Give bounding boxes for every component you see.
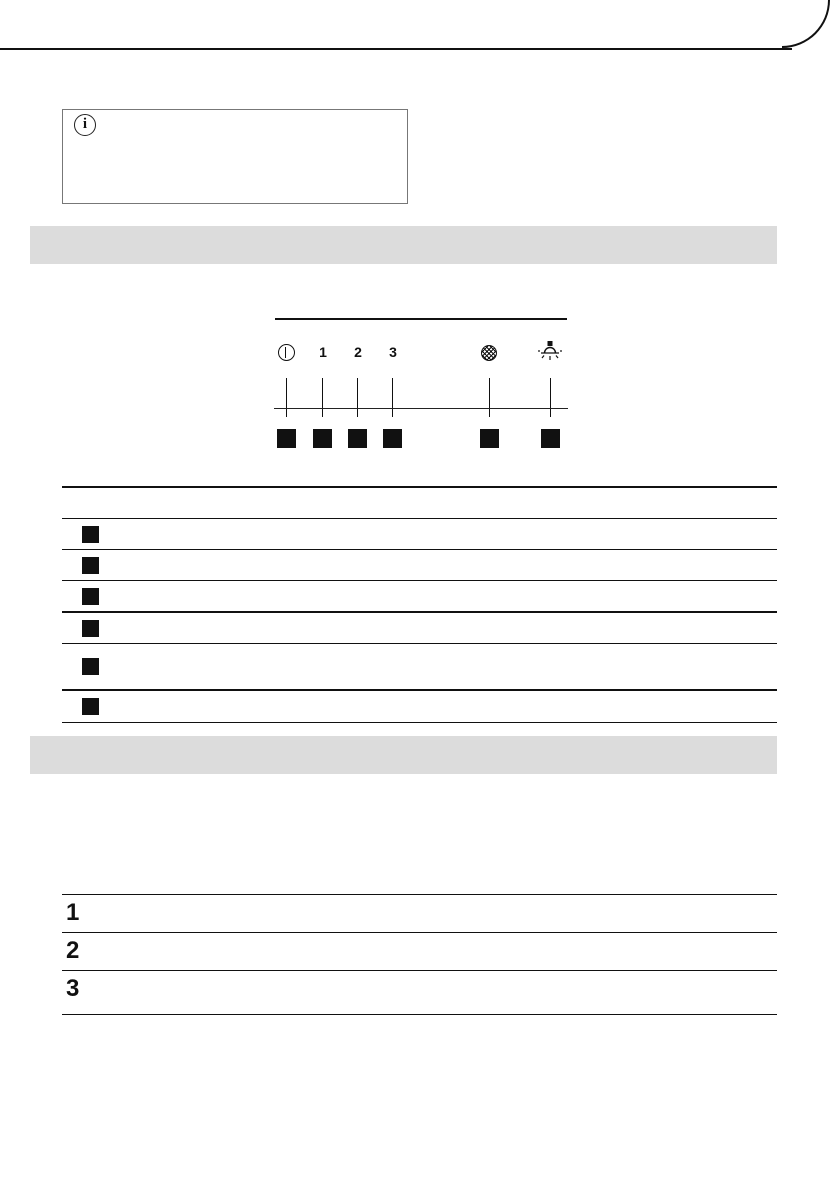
reference-marker xyxy=(313,429,332,448)
table-row xyxy=(62,644,777,691)
panel-label-speed-3: 3 xyxy=(389,344,397,360)
table-row xyxy=(62,613,777,644)
lead-line xyxy=(357,378,358,417)
reference-marker xyxy=(82,620,99,637)
reference-marker xyxy=(541,429,560,448)
reference-marker xyxy=(82,526,99,543)
lead-line xyxy=(286,378,287,417)
reference-marker xyxy=(82,658,99,675)
control-panel-diagram xyxy=(270,312,575,462)
speed-number: 2 xyxy=(66,937,80,964)
speed-number: 1 xyxy=(66,899,80,926)
lead-line xyxy=(550,378,551,417)
table-row xyxy=(62,519,777,550)
light-icon xyxy=(538,340,562,364)
panel-label-speed-1: 1 xyxy=(319,344,327,360)
table-row xyxy=(62,581,777,613)
table-row xyxy=(62,895,777,933)
page-edge-line xyxy=(0,48,792,50)
lead-line xyxy=(322,378,323,417)
control-panel-legend-table xyxy=(62,486,777,723)
page-edge-arc xyxy=(782,0,830,48)
speed-number: 3 xyxy=(66,975,80,1002)
table-row xyxy=(62,971,777,1015)
reference-marker xyxy=(383,429,402,448)
table-row xyxy=(62,550,777,581)
lead-line xyxy=(392,378,393,417)
panel-label-speed-2: 2 xyxy=(354,344,362,360)
note-box xyxy=(62,109,408,204)
panel-top-line xyxy=(275,318,567,320)
lead-line xyxy=(489,378,490,417)
fan-speed-table xyxy=(62,894,777,1015)
power-icon xyxy=(278,344,295,361)
reference-marker xyxy=(82,588,99,605)
reference-marker xyxy=(480,429,499,448)
reference-marker xyxy=(82,557,99,574)
table-header xyxy=(62,486,777,519)
table-row xyxy=(62,933,777,971)
info-icon: i xyxy=(74,114,96,136)
reference-marker xyxy=(348,429,367,448)
reference-marker xyxy=(82,698,99,715)
filter-icon xyxy=(481,345,497,361)
table-row xyxy=(62,691,777,723)
section-header-control-panel xyxy=(30,226,777,264)
panel-bottom-line xyxy=(274,408,568,409)
section-header-operation xyxy=(30,736,777,774)
reference-marker xyxy=(277,429,296,448)
